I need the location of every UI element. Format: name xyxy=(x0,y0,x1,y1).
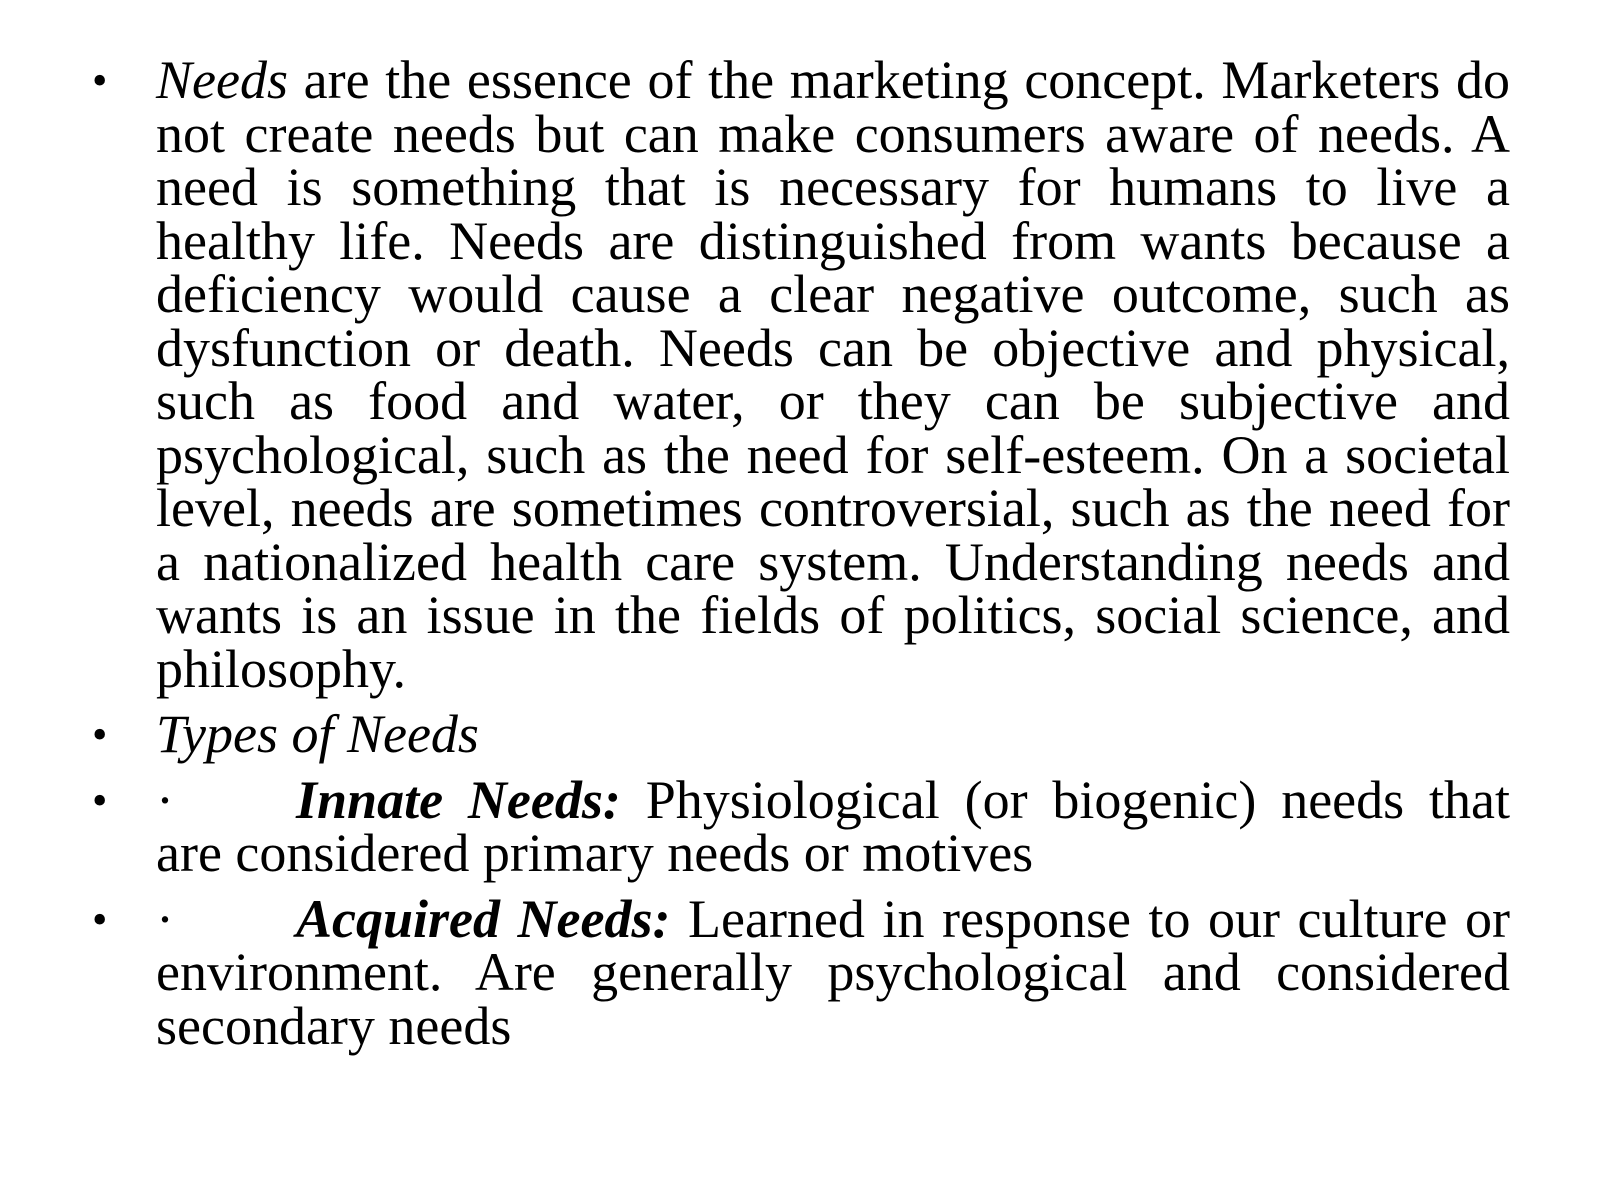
innate-needs-description: Physiological (or biogenic) needs that are considered primary needs or motives xyxy=(156,769,1511,883)
bullet-list xyxy=(92,50,1511,1065)
bullet-marker: • xyxy=(92,775,108,825)
needs-description: are the essence of the marketing concept. Marketers do not create needs but can make consumers aware of needs. A need is something that is necessary for humans to live a healthy life. Needs are distinguished from wants because a deficiency would cause a clear negative outcome, such as dysfunction or death. Needs can be objective and physical, such as food and water, or they can be subjective and psychological, such as the need for self-esteem. On a societal level, needs are sometimes controversial, such as the need for a nationalized health care system. Understanding needs and wants is an issue in the fields of politics, social science, and philosophy. xyxy=(156,50,1510,699)
bullet-marker: • xyxy=(92,894,108,944)
acquired-needs-description: Learned in response to our culture or environment. Are generally psychological and considered secondary needs xyxy=(156,888,1510,1056)
bullet-acquired-needs xyxy=(92,888,1510,1056)
bullet-marker: • xyxy=(92,710,108,759)
sub-bullet-marker: · xyxy=(156,769,174,830)
bullet-marker: • xyxy=(92,56,108,105)
needs-term: Needs xyxy=(156,50,288,110)
types-of-needs-heading: Types of Needs xyxy=(156,704,479,764)
bullet-types-of-needs xyxy=(92,704,1510,764)
bullet-needs-definition xyxy=(92,50,1510,699)
innate-needs-term: Innate Needs: xyxy=(296,769,621,830)
sub-bullet-marker: · xyxy=(156,888,174,949)
bullet-innate-needs xyxy=(92,769,1511,883)
acquired-needs-term: Acquired Needs: xyxy=(296,888,671,949)
